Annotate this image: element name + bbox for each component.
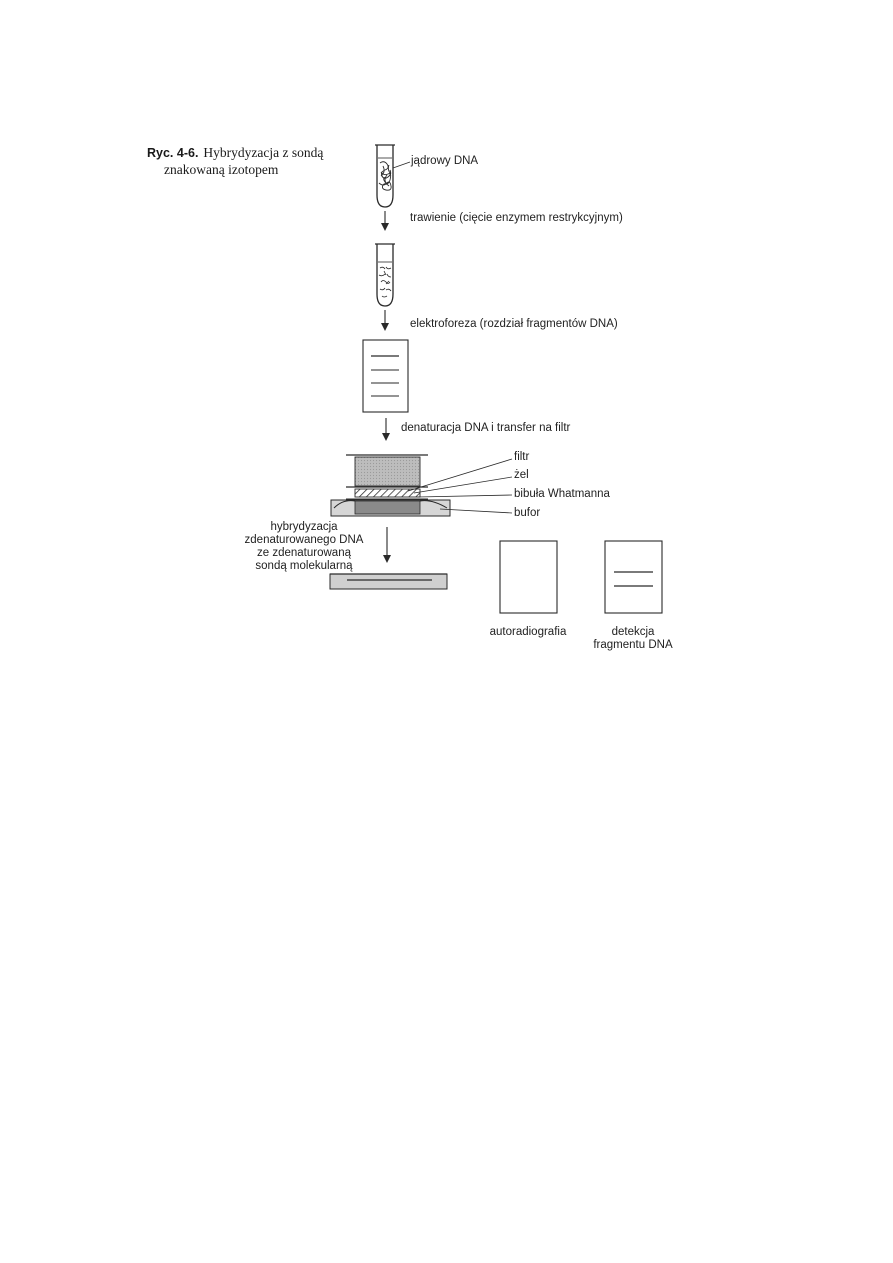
caption-number: Ryc. 4-6. [147,146,199,160]
transfer-stack [331,455,450,516]
hybridization-line-3: ze zdenaturowaną [257,547,351,559]
test-tube-nuclear-dna [375,145,395,207]
detection-film [605,541,662,613]
dna-fragments-icon [379,267,391,297]
label-blotting-paper: bibuła Whatmanna [514,488,610,500]
arrow-down-1 [381,211,389,231]
label-detection-line-2: fragmentu DNA [593,639,673,651]
arrow-down-2 [381,310,389,331]
label-nuclear-dna: jądrowy DNA [411,155,479,167]
arrow-down-3 [382,418,390,441]
arrow-down-4 [383,527,391,563]
label-electrophoresis: elektroforeza (rozdział fragmentów DNA) [410,318,618,330]
hybridization-line-1: hybrydyzacja [270,521,338,533]
label-autoradiography: autoradiografia [489,626,567,638]
label-denaturation: denaturacja DNA i transfer na filtr [401,422,571,434]
test-tube-digested-dna [375,244,395,306]
figure-caption [147,145,324,177]
hybridization-line-4: sondą molekularną [255,560,353,572]
svg-text:Ryc. 4-6.Hybrydyzacja z sondą [147,145,324,160]
electrophoresis-gel [363,340,408,412]
autoradiography-film [500,541,557,613]
hybridization-line-2: zdenaturowanego DNA [244,534,364,546]
label-detection-line-1: detekcja [611,626,655,638]
label-digestion: trawienie (cięcie enzymem restrykcyjnym) [410,212,623,224]
caption-line-2: znakowaną izotopem [164,162,279,177]
hybridization-tray [330,574,447,589]
label-hybridization [245,521,364,572]
tangled-dna-icon [379,162,391,190]
label-gel: żel [514,469,529,481]
label-buffer: bufor [514,507,541,519]
caption-line-1: Hybrydyzacja z sondą [203,145,324,160]
label-filter: filtr [514,451,530,463]
